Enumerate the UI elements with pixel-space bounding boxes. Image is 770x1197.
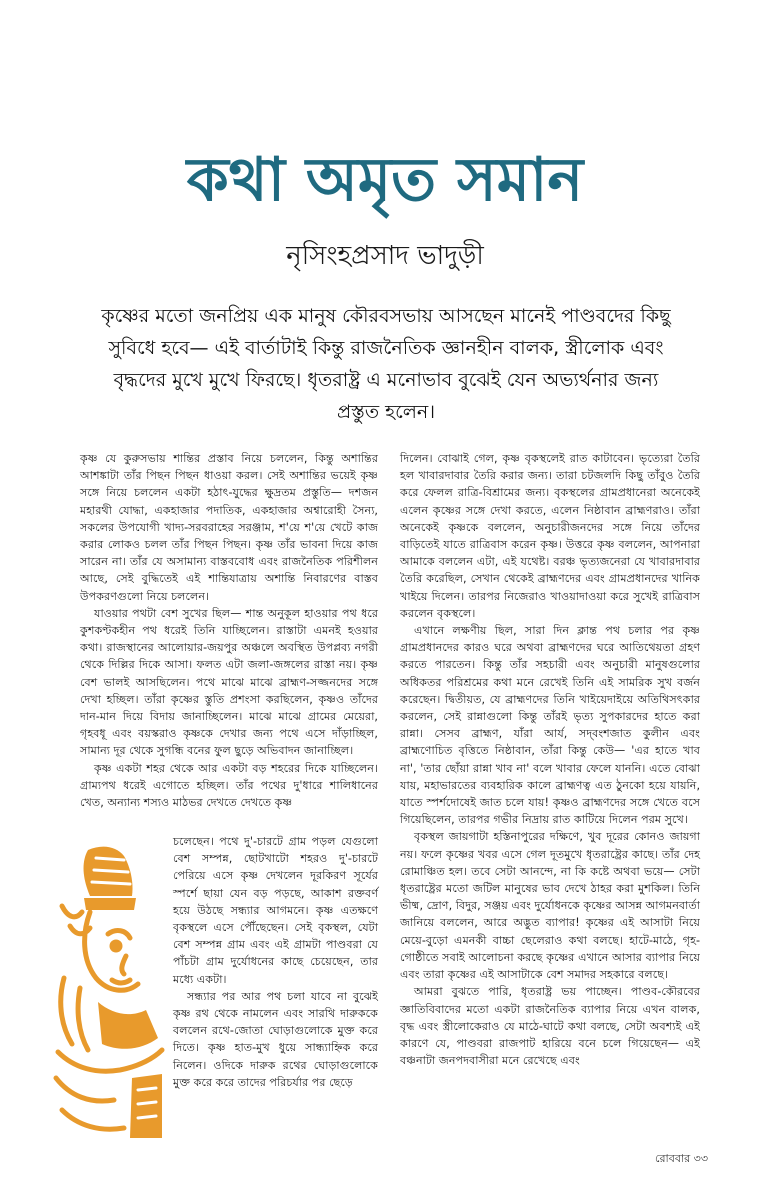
column-right [400, 450, 700, 1069]
intro-paragraph: কৃষ্ণের মতো জনপ্রিয় এক মানুষ কৌরবসভায় আসছেন মানেই পাণ্ডবদের কিছু সুবিধে হবে— এই বার্তাটাই কিন্তু রাজনৈতিক জ্ঞানহীন বালক, স্ত্রীলোক এবং বৃদ্ধদের মুখে মুখে ফিরছে। ধৃতরাষ্ট্র এ মনোভাব বুঝেই যেন অভ্যর্থনার জন্য প্রস্তুত হলেন। [101, 305, 671, 423]
page-footer: রোববার ৩৩ [655, 1152, 708, 1165]
paragraph: আমরা বুঝতে পারি, ধৃতরাষ্ট্র ভয় পাচ্ছেন। পাণ্ডব-কৌরবের জ্ঞাতিবিবাদের মতো একটা রাজনৈতিক ব্যাপার নিয়ে এখন বালক, বৃদ্ধ এবং স্ত্রীলোকেরাও যে মাঠে-ঘাটে কথা বলছে, সেটা অবশ্যই এই কারণে যে, পাণ্ডবরা রাজপাট হারিয়ে বনে চলে গিয়েছেন— এই বঞ্চনাটা জনপদবাসীরা মনে রেখেছে এবং [400, 985, 700, 1068]
paragraph: যাওয়ার পথটা বেশ সুখের ছিল— শান্ত অনুকূল হাওয়ার পথ ধরে কুশকণ্টকহীন পথ ধরেই তিনি যাচ্ছিলেন। রাস্তাটা এমনই হওয়ার কথা। রাজস্থানের আলোয়ার-জয়পুর অঞ্চলে অবস্থিত উপপ্লব্য নগরী থেকে দিল্লির দিকে আসা। ফলত এটা জলা-জঙ্গলের রাস্তা নয়। কৃষ্ণ বেশ ভালই আসছিলেন। পথে মাঝে মাঝে ব্রাহ্মণ-সজ্জনদের সঙ্গে দেখা হচ্ছিল। তাঁরা কৃষ্ণের স্তুতি প্রশংসা করছিলেন, কৃষ্ণও তাঁদের দান-মান দিয়ে বিদায় জানাচ্ছিলেন। মাঝে মাঝে গ্রামের মেয়েরা, গৃহবধূ এবং বয়স্করাও কৃষ্ণকে দেখার জন্য পথে এসে দাঁড়াচ্ছিল, সামান্য দূর থেকে সুগন্ধি বনের ফুল ছুড়ে অভিবাদন জানাচ্ছিল। [80, 606, 378, 758]
paragraph: চলেছেন। পথে দু'-চারটে গ্রাম পড়ল যেগুলো বেশ সম্পন্ন, ছোটখাটো শহরও দু'-চারটে পেরিয়ে এসে কৃষ্ণ দেখলেন দূরকিরণ সূর্যের স্পর্শে ছায়া যেন বড় পড়ছে, আকাশ রক্তবর্ণ হয়ে উঠছে সন্ধ্যার আগমনে। কৃষ্ণ এতক্ষণে বৃকস্থলে এসে পৌঁছেছেন। সেই বৃকস্থল, যেটা বেশ সম্পন্ন গ্রাম এবং এই গ্রামটা পাণ্ডবরা যে পাঁচটা গ্রাম দুর্যোধনের কাছে চেয়েছেন, তার মধ্যে একটা। [173, 835, 378, 986]
paragraph: বৃকস্থল জায়গাটা হস্তিনাপুরের দক্ষিণে, খুব দূরের কোনও জায়গা নয়। ফলে কৃষ্ণের খবর এসে গেল দূতমুখে ধৃতরাষ্ট্রের কাছে। তাঁর দেহ রোমাঞ্চিত হল। তবে সেটা আনন্দে, না কি কষ্টে অথবা ভয়ে— সেটা ধৃতরাষ্ট্রের মতো জটিল মানুষের ভাব দেখে ঠাহর করা মুশকিল। তিনি ভীষ্ম, দ্রোণ, বিদুর, সঞ্জয় এবং দুর্যোধনকে কৃষ্ণের আসন্ন আগমনবার্তা জানিয়ে বললেন, আরে অদ্ভুত ব্যাপার! কৃষ্ণের এই আসাটা নিয়ে মেয়ে-বুড়ো এমনকী বাচ্চা ছেলেরাও কথা বলছে। হাটে-মাঠে, গৃহ-গোষ্ঠীতে সবাই আলোচনা করছে কৃষ্ণের এখানে আসার ব্যাপার নিয়ে এবং তারা কৃষ্ণের এই আসাটাকে বেশ সমাদর সহকারে বলছে। [400, 830, 700, 982]
paragraph: দিলেন। বোঝাই গেল, কৃষ্ণ বৃকস্থলেই রাত কাটাবেন। ভৃত্যেরা তৈরি হল খাবারদাবার তৈরি করার জন্য। তারা চটজলদি কিছু তাঁবুও তৈরি করে ফেলল রাত্রি-বিশ্রামের জন্য। বৃকস্থলের গ্রামপ্রধানেরা অনেকেই এলেন কৃষ্ণের সঙ্গে দেখা করতে, এলেন নিষ্ঠাবান ব্রাহ্মণরাও। তাঁরা অনেকেই কৃষ্ণকে বললেন, অনুচারীজনদের সঙ্গে নিয়ে তাঁদের বাড়িতেই যাতে রাত্রিবাস করেন কৃষ্ণ। উত্তরে কৃষ্ণ বললেন, আপনারা আমাকে বললেন এটা, এই যথেষ্ট। বরঞ্চ ভৃত্যজনেরা যে খাবারদাবার তৈরি করেছিল, সেখান থেকেই ব্রাহ্মণদের এবং গ্রামপ্রধানদের খানিক খাইয়ে দিলেন। তারপর নিজেরাও খাওয়াদাওয়া করে সুখেই রাত্রিবাস করলেন বৃকস্থলে। [400, 452, 700, 620]
article-title: কথা অমৃত সমান [186, 145, 584, 215]
column-left-bottom [173, 833, 378, 1091]
paragraph: এখানে লক্ষণীয় ছিল, সারা দিন ক্লান্ত পথ চলার পর কৃষ্ণ গ্রামপ্রধানদের কারও ঘরে অথবা ব্রাহ্মণদের ঘরে আতিথেয়তা গ্রহণ করতে পারতেন। কিন্তু তাঁর সহচারী এবং অনুচারী মানুষগুলোর অধিকতর পরিশ্রমের কথা মনে রেখেই তিনি এই সামরিক সুখ বর্জন করেছেন। দ্বিতীয়ত, যে ব্রাহ্মণদের তিনি খাইয়েদাইয়ে অতিথিসৎকার করলেন, সেই রান্নাগুলো কিন্তু তাঁরই ভৃত্য সুপকারদের হাতে করা রান্না। সেসব ব্রাহ্মণ, যাঁরা আর্য, সদ্‌বংশজাত কুলীন এবং ব্রাহ্মণোচিত বৃত্তিতে নিষ্ঠাবান, তাঁরা কিন্তু কেউ— 'এর হাতে খাব না', 'তার ছোঁয়া রান্না খাব না' বলে খাবার ফেলে যাননি। এতে বোঝা যায়, মহাভারতের ব্যবহারিক কালে ব্রাহ্মণত্ব এত ঠুনকো হয়ে যায়নি, যাতে স্পর্শদোষেই জাত চলে যায়! কৃষ্ণও ব্রাহ্মণদের সঙ্গে খেতে বসে গিয়েছিলেন, তারপর গভীর নিদ্রায় রাত কাটিয়ে দিলেন পরম সুখে। [400, 624, 700, 827]
column-left-top [80, 450, 378, 811]
paragraph: কৃষ্ণ একটা শহর থেকে আর একটা বড় শহরের দিকে যাচ্ছিলেন। গ্রাম্যপথ ধরেই এগোতে হচ্ছিল। তাঁর পথের দু'ধারে শালিধানের খেত, অন্যান্য শস্যও মাঠভর দেখতে দেখতে কৃষ্ণ [80, 761, 378, 810]
krishna-illustration [50, 838, 170, 1148]
author-name: নৃসিংহপ্রসাদ ভাদুড়ী [286, 241, 484, 271]
paragraph: কৃষ্ণ যে কুরুসভায় শান্তির প্রস্তাব নিয়ে চললেন, কিন্তু অশান্তির আশঙ্কাটা তাঁর পিছন পিছন ধাওয়া করল। সেই অশান্তির ভয়েই কৃষ্ণ সঙ্গে নিয়ে চললেন একটা হঠাৎ-যুদ্ধের ক্ষুদ্রতম প্রস্তুতি— দশজন মহারথী যোদ্ধা, একহাজার পদাতিক, একহাজার অশ্বারোহী সৈন্য, সকলের উপযোগী খাদ্য-সরবরাহের সরঞ্জাম, শ'য়ে শ'য়ে খেটে কাজ করার লোকও চলল তাঁর পিছন পিছন। কৃষ্ণ তাঁর ভাবনা দিয়ে কাজ সারেন না। তাঁর যে অসামান্য বাস্তববোধ এবং রাজনৈতিক পরিশীলন আছে, সেই বুদ্ধিতেই এই শান্তিযাত্রায় অশান্তি নিবারণের বাস্তব উপকরণগুলো নিয়ে চললেন। [80, 452, 378, 603]
paragraph: সন্ধ্যার পর আর পথ চলা যাবে না বুঝেই কৃষ্ণ রথ থেকে নামলেন এবং সারথি দারুককে বললেন রথে-জোতা ঘোড়াগুলোকে মুক্ত করে দিতে। কৃষ্ণ হাত-মুখ ধুয়ে সান্ধ্যাহ্নিক করে নিলেন। ওদিকে দারুক রথের ঘোড়াগুলোকে মুক্ত করে করে তাদের পরিচর্যার পর ছেড়ে [173, 989, 378, 1089]
